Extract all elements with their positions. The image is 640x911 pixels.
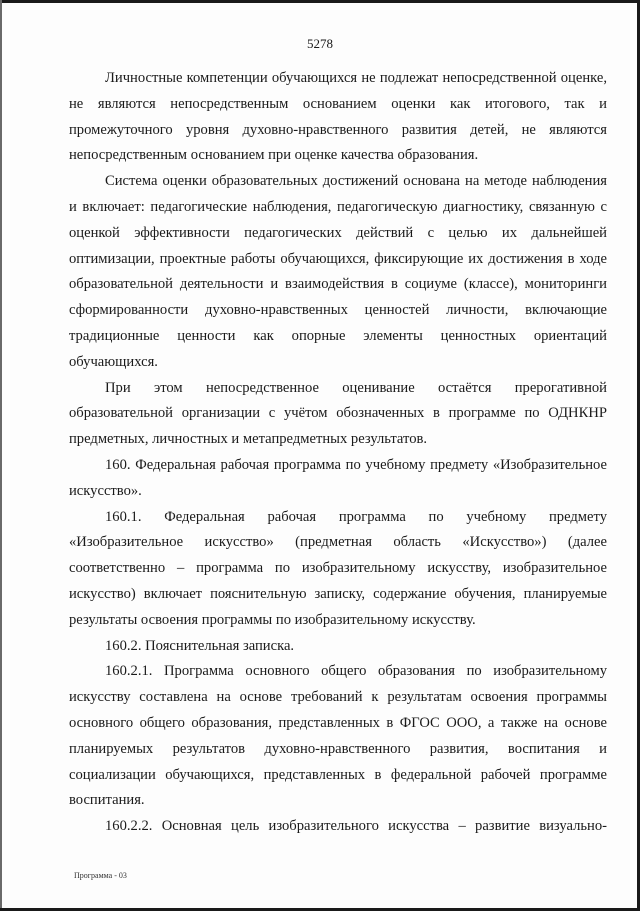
page-footer: Программа - 03	[74, 871, 127, 880]
paragraph-160-1: 160.1. Федеральная рабочая программа по учебному предмету «Изобразительное искусство» (предметная область «Искусство») (далее соответственно – программа по изобразительному искусству, изобразительное искусство) включает пояснительную записку, содержание обучения, планируемые результаты освоения программы по изобразительному искусству.	[69, 508, 607, 628]
paragraph-160-2-2: 160.2.2. Основная цель изобразительного искусства – развитие визуально-	[105, 818, 607, 835]
scan-border-left	[0, 0, 2, 911]
paragraph-160-2-1: 160.2.1. Программа основного общего образования по изобразительному искусству составлена на основе требований к результатам освоения программы основного общего образования, представленных в ФГОС ООО, а также на основе планируемых результатов духовно-нравственного развития, воспитания и социализации обучающихся, представленных в федеральной рабочей программе воспитания.	[69, 663, 607, 809]
paragraph-assessment-system: Система оценки образовательных достижений основана на методе наблюдения и включает: педагогические наблюдения, педагогическую диагностику, связанную с оценкой эффективности педагогических действий с целью их дальнейшей оптимизации, проектные работы обучающихся, фиксирующие их достижения в ходе образовательной деятельности и взаимодействия в социуме (классе), мониторинги сформированности духовно-нравственных ценностей личности, включающие традиционные ценности как опорные элементы ценностных ориентаций обучающихся.	[69, 173, 607, 370]
scan-border-top	[0, 0, 640, 3]
section-heading-160: 160. Федеральная рабочая программа по учебному предмету «Изобразительное искусство».	[69, 456, 607, 499]
page-number: 5278	[307, 36, 333, 51]
section-heading-160-2: 160.2. Пояснительная записка.	[105, 637, 295, 654]
paragraph-direct-assessment: При этом непосредственное оценивание остаётся прерогативной образовательной организации с учётом обозначенных в программе по ОДНКНР предметных, личностных и метапредметных результатов.	[69, 379, 607, 448]
document-body	[69, 66, 607, 840]
paragraph-personal-competencies: Личностные компетенции обучающихся не подлежат непосредственной оценке, не являются непосредственным основанием оценки как итогового, так и промежуточного уровня духовно-нравственного развития детей, не являются непосредственным основанием при оценке качества образования.	[69, 70, 607, 164]
